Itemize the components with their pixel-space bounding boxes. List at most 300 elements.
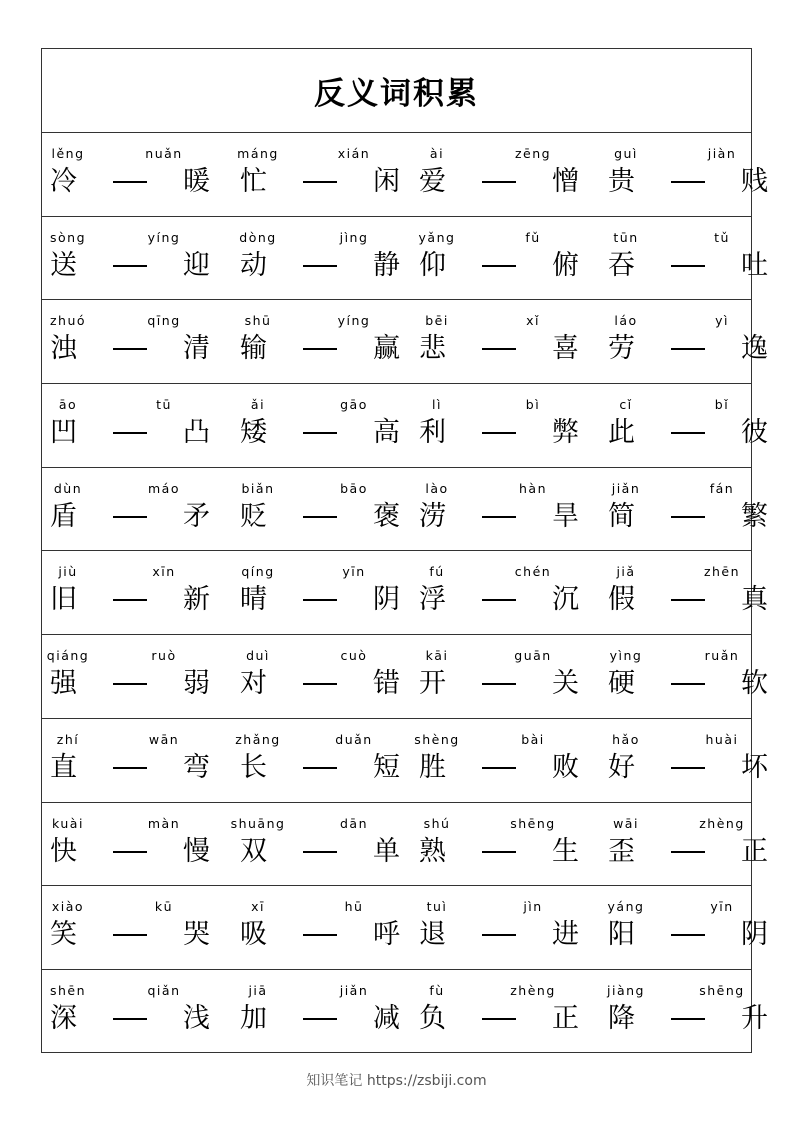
character-pair	[608, 751, 768, 785]
pinyin-second: màn	[147, 815, 181, 831]
pinyin-second: zhēn	[703, 564, 741, 580]
pinyin-second: jiǎn	[339, 982, 369, 998]
character-first: 利	[419, 417, 446, 449]
character-first: 笑	[50, 919, 77, 951]
character-pair	[608, 416, 768, 450]
antonym-pair	[236, 551, 414, 634]
dash-separator	[671, 767, 705, 769]
character-second: 赢	[373, 333, 400, 365]
pinyin-first: ài	[429, 146, 445, 161]
pinyin-second: chén	[514, 564, 552, 580]
pinyin-first: yǎng	[418, 229, 456, 245]
antonym-pair	[230, 803, 414, 886]
character-first: 降	[608, 1002, 635, 1034]
character-second: 正	[741, 835, 768, 867]
pinyin-second: huài	[705, 731, 739, 747]
pinyin-second: bǐ	[714, 397, 730, 413]
antonym-pair	[604, 217, 782, 300]
character-second: 高	[373, 417, 400, 449]
character-first: 吸	[240, 919, 267, 951]
character-pair	[419, 583, 579, 617]
dash-separator	[303, 851, 337, 853]
antonym-pair	[46, 468, 224, 551]
antonym-pair	[415, 635, 593, 718]
character-pair	[608, 583, 768, 617]
pinyin-first: jiǎn	[611, 480, 641, 496]
pinyin-first: cǐ	[619, 397, 633, 413]
character-first: 此	[608, 417, 635, 449]
antonym-pair	[236, 468, 414, 551]
pinyin-first: āo	[58, 397, 78, 413]
pinyin-first: jiàng	[607, 982, 645, 998]
antonym-pair	[415, 384, 593, 467]
pinyin-second: máo	[148, 480, 180, 496]
antonym-pair	[604, 635, 782, 718]
character-second: 败	[552, 751, 579, 783]
pinyin-first: sòng	[49, 229, 87, 245]
dash-separator	[113, 265, 147, 267]
dash-separator	[303, 348, 337, 350]
character-first: 强	[50, 668, 77, 700]
antonym-pair	[46, 384, 224, 467]
character-pair	[50, 583, 210, 617]
pinyin-first: biǎn	[241, 480, 275, 496]
antonym-pair	[236, 719, 414, 802]
antonym-row	[42, 719, 768, 803]
pinyin-second: yīn	[342, 564, 366, 580]
character-first: 开	[419, 668, 446, 700]
character-first: 深	[50, 1002, 77, 1034]
character-second: 吐	[741, 249, 768, 281]
pinyin-first: kuài	[52, 815, 84, 831]
character-pair	[240, 835, 400, 869]
character-first: 歪	[608, 835, 635, 867]
pinyin-second: wān	[148, 731, 180, 747]
pinyin-second: yíng	[147, 229, 181, 245]
character-pair	[50, 165, 210, 199]
character-pair	[240, 1002, 400, 1036]
character-first: 浊	[50, 333, 77, 365]
antonym-pair	[236, 217, 414, 300]
dash-separator	[113, 934, 147, 936]
character-first: 劳	[608, 333, 635, 365]
character-pair	[419, 667, 579, 701]
character-pair	[419, 416, 579, 450]
dash-separator	[303, 683, 337, 685]
dash-separator	[303, 934, 337, 936]
character-first: 输	[240, 333, 267, 365]
pinyin-second: qīng	[147, 313, 181, 329]
character-pair	[240, 249, 400, 283]
dash-separator	[113, 599, 147, 601]
character-second: 繁	[741, 500, 768, 532]
character-pair	[419, 332, 579, 366]
pinyin-first: shú	[423, 815, 451, 831]
character-second: 迎	[183, 249, 210, 281]
character-first: 忙	[240, 166, 267, 197]
pinyin-first: jiù	[58, 564, 78, 580]
character-pair	[608, 835, 768, 869]
pinyin-second: yì	[715, 313, 729, 329]
pinyin-first: wāi	[613, 815, 639, 831]
character-first: 直	[50, 751, 77, 783]
character-second: 进	[552, 919, 579, 951]
dash-separator	[671, 265, 705, 267]
pinyin-second: shēng	[510, 815, 556, 831]
character-pair	[419, 751, 579, 785]
antonym-pair	[46, 133, 224, 216]
pinyin-first: shū	[244, 313, 272, 329]
character-second: 坏	[741, 751, 768, 783]
antonym-pair	[46, 635, 224, 718]
character-pair	[240, 751, 400, 785]
pinyin-second: fán	[709, 480, 735, 496]
pinyin-second: zhèng	[510, 982, 556, 998]
dash-separator	[113, 516, 147, 518]
character-second: 阴	[741, 919, 768, 951]
character-pair	[419, 835, 579, 869]
antonym-row	[42, 217, 768, 301]
antonym-pair	[415, 719, 593, 802]
dash-separator	[671, 599, 705, 601]
character-pair	[608, 500, 768, 534]
dash-separator	[482, 934, 516, 936]
character-second: 阴	[373, 584, 400, 616]
pinyin-second: bài	[521, 731, 545, 747]
character-pair	[240, 416, 400, 450]
character-first: 硬	[608, 668, 635, 700]
pinyin-first: zhuó	[49, 313, 87, 329]
antonym-pair	[46, 886, 224, 969]
pinyin-first: zhí	[56, 731, 80, 747]
character-second: 真	[741, 584, 768, 616]
character-first: 爱	[419, 166, 446, 197]
dash-separator	[482, 767, 516, 769]
character-second: 减	[373, 1002, 400, 1034]
pinyin-second: guān	[514, 648, 552, 664]
antonym-pair	[46, 551, 224, 634]
character-first: 快	[50, 835, 77, 867]
dash-separator	[113, 348, 147, 350]
pinyin-second: tǔ	[714, 229, 730, 245]
pinyin-first: máng	[237, 146, 279, 161]
antonym-pair	[46, 970, 224, 1054]
character-second: 软	[741, 668, 768, 700]
pinyin-first: lěng	[51, 146, 85, 161]
character-pair	[50, 835, 210, 869]
dash-separator	[113, 181, 147, 183]
character-first: 加	[240, 1002, 267, 1034]
pinyin-first: shuāng	[230, 815, 286, 831]
character-first: 长	[240, 751, 267, 783]
dash-separator	[303, 599, 337, 601]
pinyin-second: jiàn	[707, 146, 737, 161]
antonym-pair	[604, 300, 782, 383]
character-second: 褒	[373, 500, 400, 532]
character-second: 凸	[183, 417, 210, 449]
pinyin-first: lì	[432, 397, 442, 413]
pinyin-second: zhèng	[699, 815, 745, 831]
dash-separator	[482, 348, 516, 350]
dash-separator	[113, 683, 147, 685]
pinyin-first: yáng	[607, 899, 645, 915]
antonym-row	[42, 300, 768, 384]
character-pair	[419, 918, 579, 952]
character-pair	[608, 249, 768, 283]
character-second: 俯	[552, 249, 579, 281]
pinyin-first: bēi	[425, 313, 449, 329]
character-pair	[608, 165, 768, 199]
character-pair	[50, 249, 210, 283]
character-second: 弯	[183, 751, 210, 783]
pinyin-first: dòng	[239, 229, 277, 245]
pinyin-second: nuǎn	[145, 146, 183, 161]
character-first: 熟	[419, 835, 446, 867]
antonym-row	[42, 133, 768, 217]
pinyin-first: qíng	[241, 564, 275, 580]
character-first: 假	[608, 584, 635, 616]
dash-separator	[303, 516, 337, 518]
character-pair	[240, 500, 400, 534]
character-pair	[50, 667, 210, 701]
pinyin-second: fǔ	[525, 229, 541, 245]
character-second: 彼	[741, 417, 768, 449]
pinyin-second: tū	[156, 397, 172, 413]
dash-separator	[671, 181, 705, 183]
pinyin-first: jiǎ	[616, 564, 636, 580]
character-pair	[419, 165, 579, 199]
character-second: 慢	[183, 835, 210, 867]
pinyin-second: yīn	[710, 899, 734, 915]
dash-separator	[482, 599, 516, 601]
antonym-pair	[236, 384, 414, 467]
character-pair	[50, 500, 210, 534]
character-second: 贱	[741, 166, 768, 197]
character-second: 静	[373, 249, 400, 281]
character-second: 憎	[552, 166, 579, 197]
character-pair	[419, 249, 579, 283]
antonym-pair	[236, 970, 414, 1054]
character-pair	[608, 1002, 768, 1036]
dash-separator	[671, 1018, 705, 1020]
pinyin-first: zhǎng	[235, 731, 281, 747]
character-first: 对	[240, 668, 267, 700]
pinyin-second: qiǎn	[147, 982, 181, 998]
character-pair	[240, 667, 400, 701]
pinyin-first: ǎi	[250, 397, 266, 413]
pinyin-second: xián	[337, 146, 371, 161]
dash-separator	[671, 934, 705, 936]
antonym-row	[42, 551, 768, 635]
antonym-pair	[46, 803, 224, 886]
character-second: 弱	[183, 668, 210, 700]
character-second: 旱	[552, 500, 579, 532]
antonym-row	[42, 886, 768, 970]
character-second: 矛	[183, 500, 210, 532]
dash-separator	[113, 1018, 147, 1020]
character-first: 凹	[50, 417, 77, 449]
character-second: 单	[373, 835, 400, 867]
dash-separator	[482, 516, 516, 518]
antonym-pair	[604, 384, 782, 467]
dash-separator	[482, 1018, 516, 1020]
pinyin-first: xī	[251, 899, 265, 915]
pinyin-first: kāi	[425, 648, 449, 664]
character-second: 暖	[183, 166, 210, 197]
character-pair	[419, 1002, 579, 1036]
pinyin-first: guì	[614, 146, 638, 161]
antonym-pair	[415, 217, 593, 300]
character-second: 错	[373, 668, 400, 700]
pinyin-first: tuì	[426, 899, 448, 915]
dash-separator	[113, 432, 147, 434]
dash-separator	[482, 265, 516, 267]
dash-separator	[671, 348, 705, 350]
dash-separator	[671, 851, 705, 853]
dash-separator	[303, 265, 337, 267]
dash-separator	[113, 767, 147, 769]
antonym-pair	[46, 300, 224, 383]
pinyin-second: xǐ	[526, 313, 540, 329]
pinyin-first: yìng	[609, 648, 643, 664]
character-second: 升	[741, 1002, 768, 1034]
character-first: 负	[419, 1002, 446, 1034]
character-second: 关	[552, 668, 579, 700]
character-pair	[608, 332, 768, 366]
character-first: 送	[50, 249, 77, 281]
character-first: 仰	[419, 249, 446, 281]
pinyin-second: xīn	[152, 564, 176, 580]
pinyin-second: hàn	[518, 480, 547, 496]
pinyin-first: duì	[246, 648, 270, 664]
character-first: 吞	[608, 249, 635, 281]
antonym-pair	[415, 803, 593, 886]
character-first: 盾	[50, 500, 77, 532]
character-second: 沉	[552, 584, 579, 616]
antonym-pair	[415, 300, 593, 383]
pinyin-first: dùn	[53, 480, 83, 496]
dash-separator	[671, 432, 705, 434]
dash-separator	[113, 851, 147, 853]
character-second: 弊	[552, 417, 579, 449]
antonym-pair	[415, 133, 593, 216]
pinyin-first: lào	[425, 480, 449, 496]
title-bar	[42, 49, 751, 133]
character-pair	[50, 918, 210, 952]
character-pair	[50, 332, 210, 366]
pinyin-second: hū	[344, 899, 364, 915]
pinyin-second: dān	[339, 815, 369, 831]
character-pair	[50, 1002, 210, 1036]
character-second: 清	[183, 333, 210, 365]
character-second: 正	[552, 1002, 579, 1034]
character-pair	[240, 332, 400, 366]
character-second: 闲	[373, 166, 400, 197]
antonym-pair	[46, 217, 224, 300]
pinyin-second: gāo	[340, 397, 368, 413]
footer-watermark: 知识笔记 https://zsbiji.com	[306, 1073, 487, 1089]
worksheet	[41, 48, 768, 1053]
pinyin-first: jiā	[248, 982, 268, 998]
pinyin-second: cuò	[340, 648, 368, 664]
dash-separator	[482, 851, 516, 853]
pinyin-second: ruǎn	[704, 648, 740, 664]
character-pair	[50, 751, 210, 785]
antonym-row	[42, 384, 768, 468]
dash-separator	[303, 1018, 337, 1020]
character-pair	[240, 583, 400, 617]
character-pair	[608, 667, 768, 701]
pinyin-second: duǎn	[335, 731, 373, 747]
antonym-row	[42, 970, 768, 1054]
character-first: 动	[240, 249, 267, 281]
character-pair	[240, 165, 400, 199]
character-pair	[419, 500, 579, 534]
antonym-row	[42, 468, 768, 552]
pinyin-second: yíng	[337, 313, 371, 329]
antonym-pair	[604, 551, 782, 634]
antonym-pair	[236, 300, 414, 383]
character-second: 呼	[373, 919, 400, 951]
pinyin-second: bì	[525, 397, 541, 413]
antonym-row	[42, 803, 768, 887]
character-second: 短	[373, 751, 400, 783]
pinyin-second: jìn	[523, 899, 543, 915]
dash-separator	[671, 516, 705, 518]
dash-separator	[482, 432, 516, 434]
pinyin-first: fú	[429, 564, 445, 580]
character-second: 浅	[183, 1002, 210, 1034]
pinyin-first: shèng	[414, 731, 460, 747]
pinyin-second: ruò	[151, 648, 177, 664]
character-first: 简	[608, 500, 635, 532]
character-first: 阳	[608, 919, 635, 951]
antonym-pair	[236, 133, 414, 216]
character-first: 胜	[419, 751, 446, 783]
pinyin-first: hǎo	[612, 731, 640, 747]
antonym-pair	[415, 970, 593, 1054]
character-pair	[50, 416, 210, 450]
dash-separator	[482, 683, 516, 685]
character-first: 好	[608, 751, 635, 783]
antonym-pair	[415, 886, 593, 969]
pinyin-first: láo	[614, 313, 638, 329]
character-pair	[240, 918, 400, 952]
pinyin-first: tūn	[613, 229, 639, 245]
antonym-pair	[604, 133, 782, 216]
character-second: 喜	[552, 333, 579, 365]
pinyin-second: kū	[154, 899, 174, 915]
antonym-pair	[604, 886, 782, 969]
character-first: 旧	[50, 584, 77, 616]
character-first: 矮	[240, 417, 267, 449]
pinyin-first: fù	[429, 982, 445, 998]
antonym-row	[42, 635, 768, 719]
pinyin-first: xiào	[51, 899, 85, 915]
pinyin-second: zēng	[514, 146, 552, 161]
dash-separator	[303, 181, 337, 183]
character-first: 悲	[419, 333, 446, 365]
dash-separator	[303, 767, 337, 769]
antonym-rows	[42, 133, 768, 1054]
character-first: 涝	[419, 500, 446, 532]
antonym-pair	[415, 468, 593, 551]
character-second: 生	[552, 835, 579, 867]
character-first: 浮	[419, 584, 446, 616]
dash-separator	[482, 181, 516, 183]
character-first: 贬	[240, 500, 267, 532]
antonym-pair	[604, 803, 782, 886]
